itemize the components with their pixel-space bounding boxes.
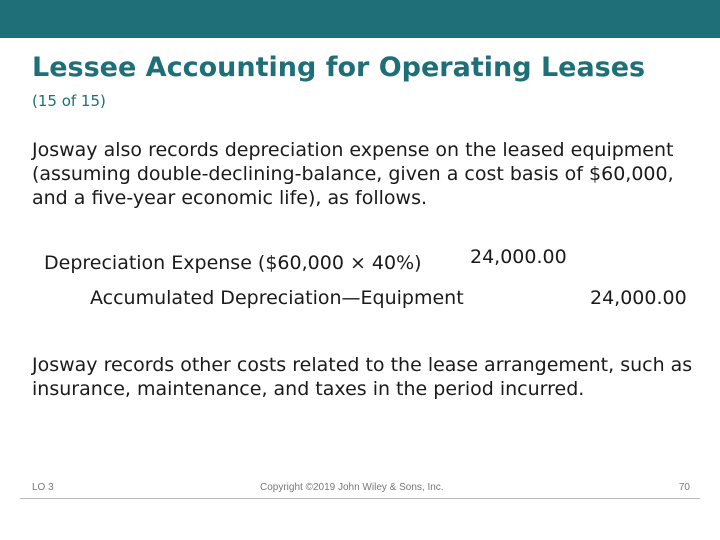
slide-title: Lessee Accounting for Operating Leases [32,52,646,83]
copyright-notice: Copyright ©2019 John Wiley & Sons, Inc. [260,482,444,493]
closing-paragraph: Josway records other costs related to the lease arrangement, such as insurance, maintenance, and taxes in the period incurred. [32,354,693,400]
debit-amount: 24,000.00 [470,246,567,268]
footer-divider [20,498,700,499]
slide-subtitle: (15 of 15) [32,92,106,110]
intro-paragraph: Josway also records depreciation expense on the leased equipment (assuming double-declining-balance, given a cost basis of $60,000, and a five-year economic life), as follows. [32,139,674,209]
page-number: 70 [678,482,690,493]
header-bar [0,0,720,38]
credit-account-label: Accumulated Depreciation—Equipment [90,287,464,309]
learning-objective-label: LO 3 [32,482,54,493]
credit-amount: 24,000.00 [590,287,687,309]
debit-account-label: Depreciation Expense ($60,000 × 40%) [44,252,422,274]
